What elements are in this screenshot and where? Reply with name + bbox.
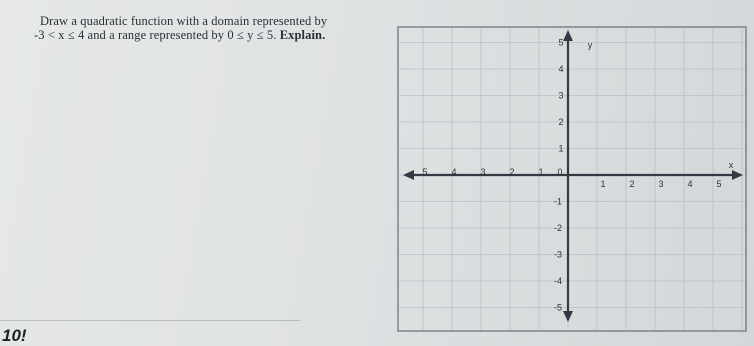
y-tick-label: -2	[553, 223, 563, 233]
y-axis-label: y	[587, 40, 593, 50]
x-tick-label: 3	[658, 179, 664, 189]
x-tick-label: 2	[509, 167, 515, 177]
y-tick-label: -5	[553, 302, 563, 313]
x-tick-label: 4	[687, 179, 693, 189]
grid-border	[398, 27, 746, 331]
question-line-1: Draw a quadratic function with a domain represented by	[40, 14, 328, 28]
x-axis-right-arrow-icon	[732, 170, 743, 180]
divider-line	[0, 320, 300, 321]
question-text	[34, 14, 390, 42]
coordinate-grid[interactable]	[397, 26, 747, 332]
coordinate-plane-svg[interactable]	[397, 26, 747, 332]
question-line-2	[34, 28, 390, 42]
x-tick-label: 5	[422, 167, 428, 177]
explain-label: Explain.	[279, 28, 326, 42]
x-tick-label: 1	[600, 179, 606, 189]
y-tick-label: 2	[558, 117, 564, 127]
y-tick-label: -3	[553, 249, 563, 260]
range-inequality: 0 ≤ y ≤ 5.	[227, 28, 277, 42]
x-tick-label: 3	[480, 167, 486, 177]
y-tick-label: 1	[558, 143, 564, 154]
x-tick-label: 1	[538, 167, 544, 177]
y-tick-label: 4	[558, 64, 564, 74]
domain-inequality: -3 < x ≤ 4	[34, 28, 85, 42]
problem-number: 10!	[2, 326, 27, 345]
origin-label: 0	[557, 167, 563, 177]
grid-lines	[399, 28, 745, 330]
x-tick-label: 4	[451, 167, 457, 177]
x-axis-label: x	[728, 160, 734, 170]
y-tick-label: -1	[553, 196, 563, 207]
y-axis-up-arrow-icon	[563, 30, 573, 41]
x-axis-left-arrow-icon	[403, 170, 414, 180]
y-tick-label: -4	[553, 276, 563, 286]
x-tick-label: 2	[629, 179, 635, 189]
question-line-2-mid: and a range represented by	[84, 28, 228, 42]
x-tick-label: 5	[716, 179, 722, 189]
y-axis-down-arrow-icon	[563, 311, 573, 322]
y-tick-label: 3	[558, 90, 564, 101]
y-tick-label: 5	[558, 37, 564, 48]
